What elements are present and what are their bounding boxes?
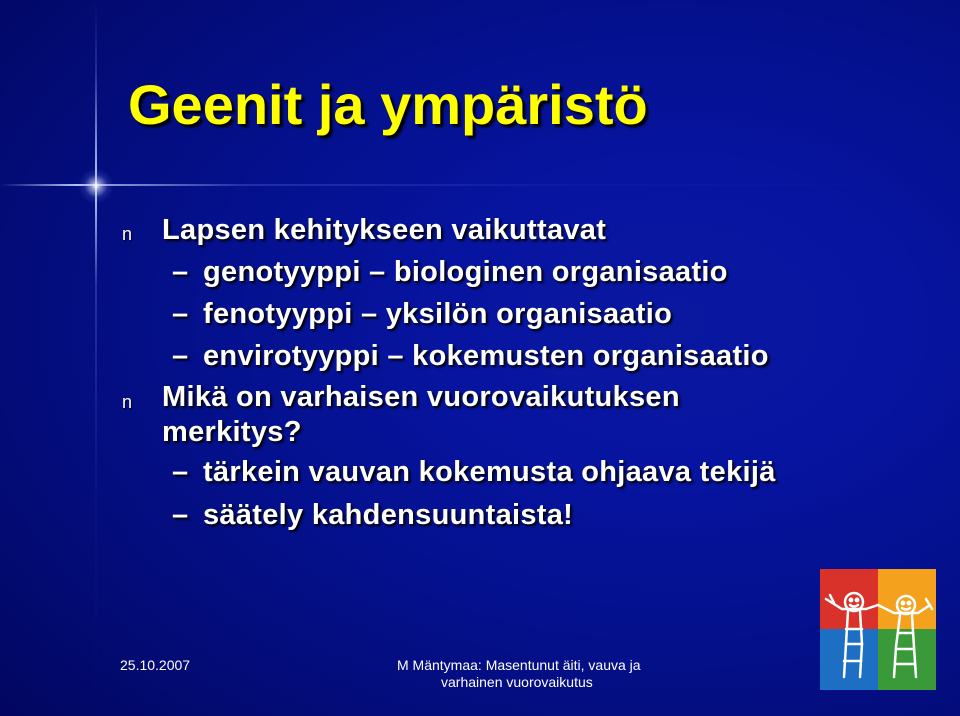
footer-author-line2: varhainen vuorovaikutus bbox=[441, 674, 593, 690]
sub-bullet-text: envirotyyppi – kokemusten organisaatio bbox=[203, 340, 769, 372]
sub-bullet-text: fenotyyppi – yksilön organisaatio bbox=[203, 298, 673, 330]
decorative-vertical-line bbox=[95, 0, 97, 716]
sparkle-icon bbox=[78, 168, 114, 204]
sub-bullet-dash: – bbox=[172, 499, 189, 531]
sub-bullet-dash: – bbox=[172, 298, 189, 330]
slide-title: Geenit ja ympäristö bbox=[128, 73, 648, 136]
sub-bullet-dash: – bbox=[172, 456, 189, 488]
sub-bullet-text: säätely kahdensuuntaista! bbox=[203, 499, 574, 531]
bullet-text: Lapsen kehitykseen vaikuttavat bbox=[162, 214, 607, 246]
decorative-horizontal-line bbox=[0, 184, 960, 186]
sub-bullet-dash: – bbox=[172, 256, 189, 288]
bullet-text-line1: Mikä on varhaisen vuorovaikutuksen bbox=[162, 381, 680, 413]
sub-bullet-text: tärkein vauvan kokemusta ohjaava tekijä bbox=[203, 456, 776, 488]
sub-bullet-text: genotyyppi – biologinen organisaatio bbox=[203, 256, 728, 288]
bullet-marker: n bbox=[122, 224, 133, 244]
bullet-marker: n bbox=[122, 392, 133, 412]
footer-author-line1: M Mäntymaa: Masentunut äiti, vauva ja bbox=[397, 657, 641, 673]
sub-bullet-dash: – bbox=[172, 340, 189, 372]
children-logo-icon bbox=[820, 569, 936, 690]
bullet-text-line2: merkitys? bbox=[162, 416, 302, 448]
footer-date: 25.10.2007 bbox=[120, 657, 191, 673]
